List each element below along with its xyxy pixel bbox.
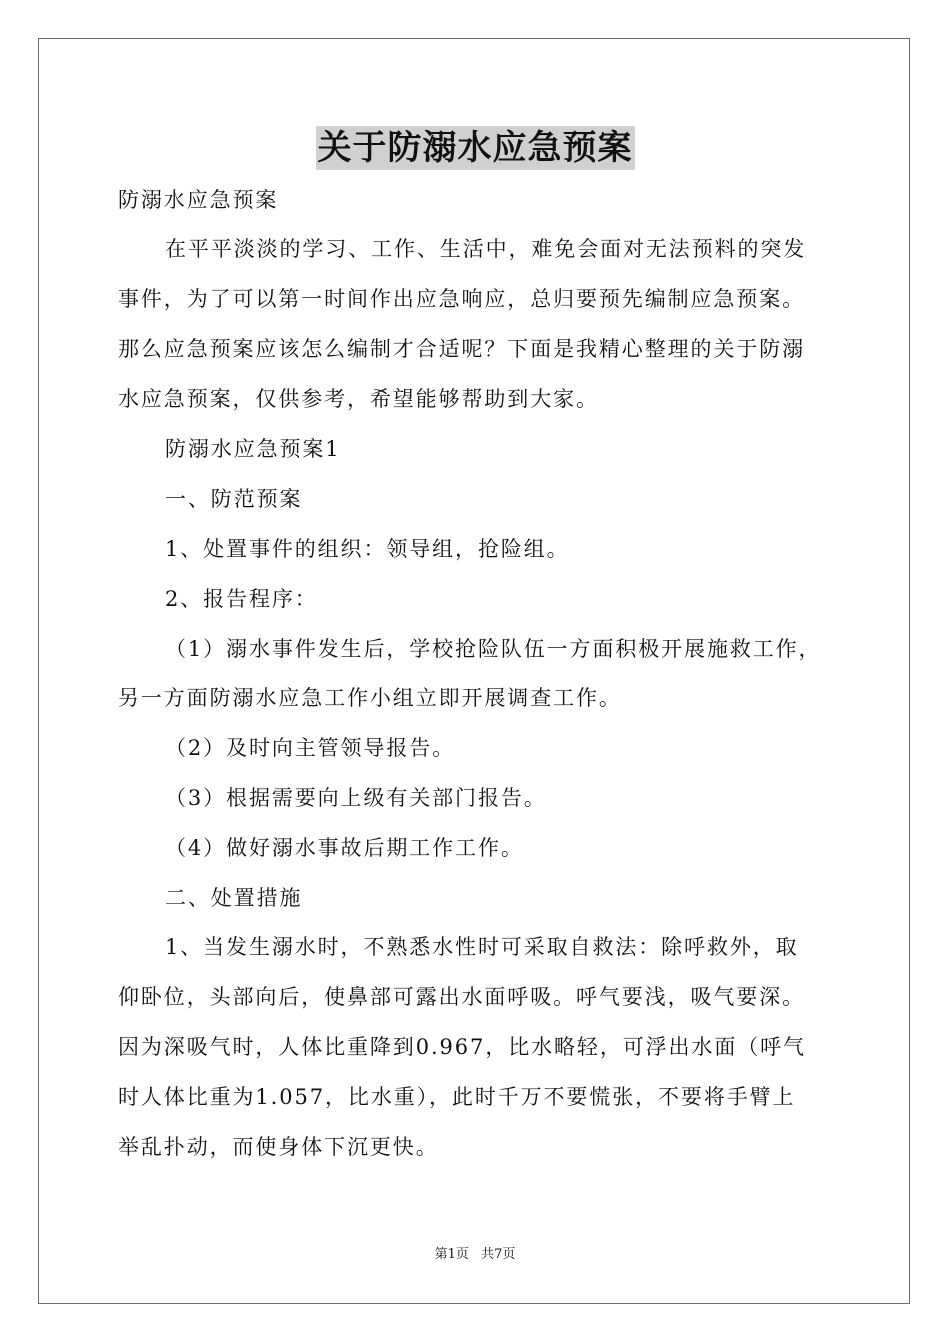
- page-number-total: 共7页: [481, 1247, 516, 1262]
- list-item: （1）溺水事件发生后，学校抢险队伍一方面积极开展施救工作，: [165, 637, 822, 661]
- paragraph-line: 举乱扑动，而使身体下沉更快。: [118, 1135, 439, 1159]
- paragraph-line: 另一方面防溺水应急工作小组立即开展调查工作。: [118, 686, 622, 710]
- document-title: 关于防溺水应急预案: [317, 128, 633, 168]
- title-container: [0, 126, 950, 170]
- paragraph-line: 在平平淡淡的学习、工作、生活中，难免会面对无法预料的突发: [165, 237, 807, 261]
- paragraph-line: 那么应急预案应该怎么编制才合适呢？下面是我精心整理的关于防溺: [118, 337, 805, 361]
- page-footer: [0, 1246, 950, 1264]
- subsection-heading: 一、防范预案: [165, 487, 303, 511]
- paragraph-line: 水应急预案，仅供参考，希望能够帮助到大家。: [118, 387, 599, 411]
- paragraph-line: 因为深吸气时，人体比重降到0.967，比水略轻，可浮出水面（呼气: [118, 1035, 806, 1059]
- section-heading: 防溺水应急预案: [118, 188, 279, 212]
- list-item: 2、报告程序：: [165, 587, 318, 611]
- subsection-heading: 二、处置措施: [165, 886, 303, 910]
- list-item: （4）做好溺水事故后期工作工作。: [165, 836, 524, 860]
- paragraph-line: 事件，为了可以第一时间作出应急响应，总归要预先编制应急预案。: [118, 287, 805, 311]
- list-item: （2）及时向主管领导报告。: [165, 736, 456, 760]
- paragraph-line: 仰卧位，头部向后，使鼻部可露出水面呼吸。呼气要浅，吸气要深。: [118, 985, 805, 1009]
- list-item: 1、处置事件的组织：领导组，抢险组。: [165, 537, 570, 561]
- paragraph-line: 时人体比重为1.057，比水重），此时千万不要慌张，不要将手臂上: [118, 1085, 796, 1109]
- subsection-heading: 防溺水应急预案1: [165, 437, 341, 461]
- paragraph-line: 1、当发生溺水时，不熟悉水性时可采取自救法：除呼救外，取: [165, 935, 799, 959]
- page-border: [38, 38, 910, 1304]
- page-number-current: 第1页: [434, 1247, 469, 1262]
- list-item: （3）根据需要向上级有关部门报告。: [165, 786, 547, 810]
